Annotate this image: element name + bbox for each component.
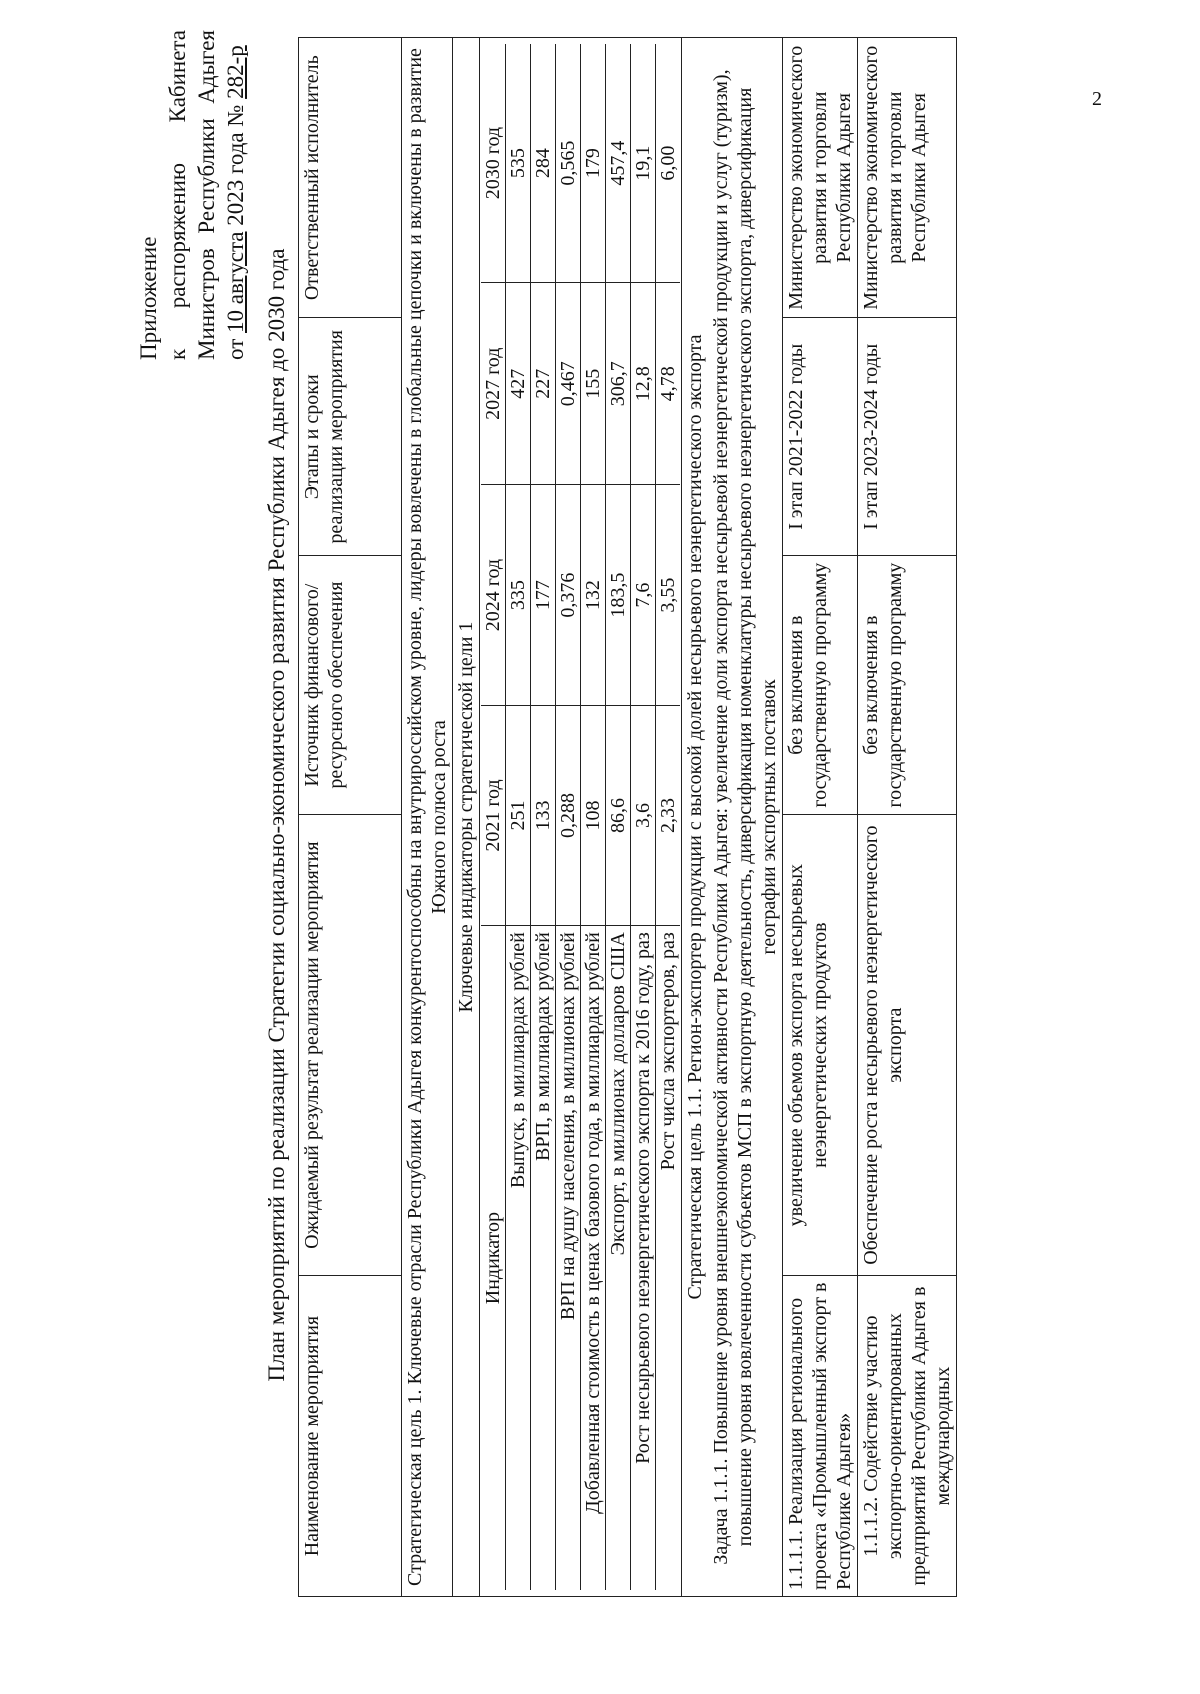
indicator-value-2021: 251 (506, 705, 531, 925)
indicator-value-2030: 19,1 (631, 44, 656, 283)
indicator-row (606, 44, 631, 1590)
strategic-goal-1-1: Стратегическая цель 1.1. Регион-экспортер продукции с высокой долей несырьевого неэнергетического экспорта (682, 38, 709, 1597)
activity-executor: Министерство экономического развития и торговли Республики Адыгея (858, 38, 957, 318)
indicators-table (481, 44, 680, 1590)
indicator-value-2021: 3,6 (631, 705, 656, 925)
activity-result: увеличение объемов экспорта несырьевых неэнергетических продуктов (783, 815, 858, 1276)
appendix-year: 2023 года № (223, 104, 248, 226)
indicator-name: ВРП на душу населения, в миллионах рублей (556, 926, 581, 1590)
rotated-page (80, 0, 1200, 1600)
indicators-row (480, 38, 682, 1597)
indicator-value-2021: 86,6 (606, 705, 631, 925)
indicator-value-2024: 0,376 (556, 485, 581, 705)
indicator-value-2021: 108 (581, 705, 606, 925)
appendix-word: Министров (194, 248, 219, 360)
page-number: 2 (1092, 88, 1102, 110)
indicator-value-2027: 155 (581, 283, 606, 485)
indicator-value-2024: 7,6 (631, 485, 656, 705)
ind-header-2021: 2021 год (481, 705, 506, 925)
ind-header-name: Индикатор (481, 926, 506, 1590)
indicator-value-2024: 183,5 (606, 485, 631, 705)
indicator-row (581, 44, 606, 1590)
activity-executor: Министерство экономического развития и торговли Республики Адыгея (783, 38, 858, 318)
activity-source: без включения в государственную программу (858, 556, 957, 815)
indicator-name: Рост числа экспортеров, раз (656, 926, 681, 1590)
ind-header-2027: 2027 год (481, 283, 506, 485)
ind-header-2024: 2024 год (481, 485, 506, 705)
indicator-value-2024: 335 (506, 485, 531, 705)
indicator-value-2024: 177 (531, 485, 556, 705)
activity-row (858, 38, 957, 1597)
indicator-value-2024: 132 (581, 485, 606, 705)
indicator-row (506, 44, 531, 1590)
indicator-name: Добавленная стоимость в ценах базового года, в миллиардах рублей (581, 926, 606, 1590)
appendix-date: 10 августа (223, 231, 248, 333)
appendix-line-3 (192, 30, 221, 360)
appendix-word: Кабинета (165, 30, 190, 123)
indicator-value-2030: 179 (581, 44, 606, 283)
appendix-word: Адыгея (194, 30, 219, 104)
indicator-value-2027: 4,78 (656, 283, 681, 485)
col-header-stages: Этапы и сроки реализации мероприятия (299, 318, 402, 556)
appendix-prefix: от (223, 338, 248, 360)
table-header-row (299, 38, 402, 1597)
indicator-value-2021: 133 (531, 705, 556, 925)
indicator-row (656, 44, 681, 1590)
document-title: План мероприятий по реализации Стратегии социально-экономического развития Республики Адыгея до 2030 года (264, 248, 289, 1382)
indicator-name: Рост несырьевого неэнергетического экспорта к 2016 году, раз (631, 926, 656, 1590)
plan-table (298, 37, 957, 1597)
strategic-goal-1-1-row (682, 38, 709, 1597)
activity-row (783, 38, 858, 1597)
indicator-name: Экспорт, в миллионах долларов США (606, 926, 631, 1590)
indicator-row (631, 44, 656, 1590)
strategic-goal-1: Стратегическая цель 1. Ключевые отрасли Республики Адыгея конкурентоспособны на внутрироссийском уровне, лидеры вовлечены в глобальные цепочки и включены в развитие Южного полюса роста (402, 38, 453, 1597)
appendix-line-1: Приложение (136, 236, 161, 360)
indicators-header-row (481, 44, 506, 1590)
indicators-title: Ключевые индикаторы стратегической цели 1 (453, 38, 480, 1597)
col-header-name: Наименование мероприятия (299, 1276, 402, 1597)
activity-stages: I этап 2023-2024 годы (858, 318, 957, 556)
indicators-title-row (453, 38, 480, 1597)
appendix-header (134, 30, 250, 360)
activity-name: 1.1.1.1. Реализация регионального проекта «Промышленный экспорт в Республике Адыгея» (783, 1276, 858, 1597)
activity-source: без включения в государственную программу (783, 556, 858, 815)
activity-result: Обеспечение роста несырьевого неэнергетического экспорта (858, 815, 957, 1276)
indicator-row (531, 44, 556, 1590)
indicator-value-2030: 6,00 (656, 44, 681, 283)
appendix-word: Республики (194, 118, 219, 234)
activity-name: 1.1.1.2. Содействие участию экспортно-ориентированных предприятий Республики Адыгея в международных (858, 1276, 957, 1597)
appendix-line-2 (163, 30, 192, 360)
appendix-word: к (165, 348, 190, 360)
appendix-number: 282-р (223, 45, 248, 99)
indicator-value-2027: 12,8 (631, 283, 656, 485)
ind-header-2030: 2030 год (481, 44, 506, 283)
indicator-value-2021: 2,33 (656, 705, 681, 925)
indicators-cell (480, 38, 682, 1597)
indicator-value-2024: 3,55 (656, 485, 681, 705)
indicator-row (556, 44, 581, 1590)
indicator-value-2027: 227 (531, 283, 556, 485)
indicator-name: Выпуск, в миллиардах рублей (506, 926, 531, 1590)
col-header-result: Ожидаемый результат реализации мероприятия (299, 815, 402, 1276)
indicator-value-2027: 306,7 (606, 283, 631, 485)
strategic-goal-row (402, 38, 453, 1597)
appendix-line-4 (221, 30, 250, 360)
task-1-1-1: Задача 1.1.1. Повышение уровня внешнеэкономической активности Республики Адыгея: увеличение доли экспорта несырьевой неэнергетической продукции и услуг (туризм), повышение уровня вовлеченности субъектов МСП в экспортную деятельность, диверсификация номенклатуры несырьевого неэнергетического экспорта, диверсификация географии экспортных поставок (708, 38, 783, 1597)
activity-stages: I этап 2021-2022 годы (783, 318, 858, 556)
col-header-source: Источник финансового/ресурсного обеспечения (299, 556, 402, 815)
indicator-value-2030: 457,4 (606, 44, 631, 283)
indicator-value-2027: 0,467 (556, 283, 581, 485)
indicator-value-2021: 0,288 (556, 705, 581, 925)
indicator-value-2027: 427 (506, 283, 531, 485)
indicator-value-2030: 535 (506, 44, 531, 283)
appendix-word: распоряжению (165, 162, 190, 309)
indicator-value-2030: 0,565 (556, 44, 581, 283)
col-header-executor: Ответственный исполнитель (299, 38, 402, 318)
indicator-value-2030: 284 (531, 44, 556, 283)
indicator-name: ВРП, в миллиардах рублей (531, 926, 556, 1590)
task-row (708, 38, 783, 1597)
